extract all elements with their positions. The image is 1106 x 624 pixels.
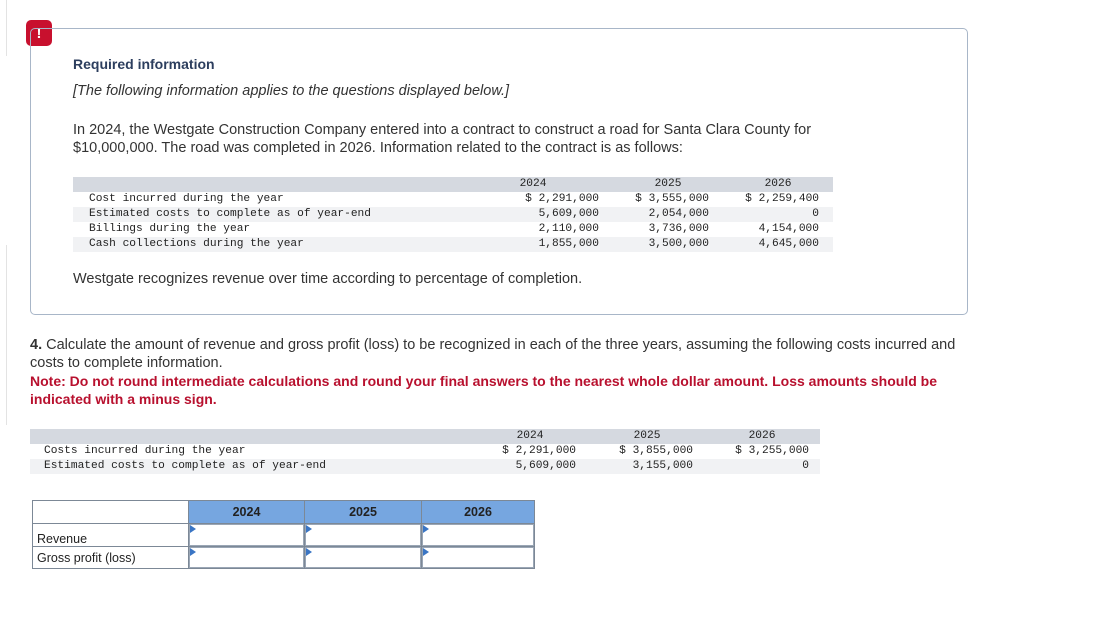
- row-label: Cash collections during the year: [89, 238, 304, 250]
- input-marker-icon: [306, 548, 312, 556]
- cell-value: 4,645,000: [758, 238, 819, 250]
- cell-value: $ 2,259,400: [745, 193, 819, 205]
- row-label: Cost incurred during the year: [89, 193, 284, 205]
- table-row: [73, 192, 833, 207]
- cell-value: $ 3,255,000: [735, 445, 809, 457]
- gross-profit-2024-input[interactable]: [189, 547, 304, 568]
- revenue-2025-cell: [305, 524, 422, 547]
- revenue-2026-input[interactable]: [422, 524, 534, 546]
- alert-icon: !: [26, 20, 52, 46]
- answer-year-header: 2024: [189, 501, 305, 524]
- answer-table: [32, 500, 535, 569]
- answer-corner-cell: [33, 501, 189, 524]
- revenue-2024-cell: [189, 524, 305, 547]
- cell-value: 2,054,000: [648, 208, 709, 220]
- question-text: [30, 336, 960, 372]
- answer-row-gross-profit: [33, 547, 535, 569]
- answer-header-row: [33, 501, 535, 524]
- gross-profit-2025-cell: [305, 547, 422, 569]
- table-row: [73, 207, 833, 222]
- table-row: [73, 237, 833, 252]
- answer-row-label: Gross profit (loss): [33, 547, 189, 569]
- required-info-panel: [30, 28, 968, 315]
- gross-profit-2025-input[interactable]: [305, 547, 421, 568]
- row-label: Estimated costs to complete as of year-end: [89, 208, 371, 220]
- cell-value: 1,855,000: [538, 238, 599, 250]
- cell-value: 0: [802, 460, 809, 472]
- year-header: 2025: [633, 430, 661, 442]
- input-marker-icon: [423, 548, 429, 556]
- question-body: Calculate the amount of revenue and gross profit (loss) to be recognized in each of the three years, assuming the following costs incurred and costs to complete information.: [30, 337, 956, 371]
- cell-value: 5,609,000: [515, 460, 576, 472]
- answer-row-label: Revenue: [33, 524, 189, 547]
- table-header-row: [30, 429, 820, 444]
- table-row: [30, 444, 820, 459]
- revenue-2026-cell: [422, 524, 535, 547]
- year-header: 2026: [748, 430, 776, 442]
- gross-profit-2026-cell: [422, 547, 535, 569]
- revenue-2025-input[interactable]: [305, 524, 421, 546]
- table-row: [73, 222, 833, 237]
- table-row: [30, 459, 820, 474]
- cell-value: $ 2,291,000: [525, 193, 599, 205]
- contract-info-table: [73, 177, 833, 253]
- cell-value: 0: [812, 208, 819, 220]
- revenue-2024-input[interactable]: [189, 524, 304, 546]
- required-info-title: Required information: [73, 56, 215, 72]
- gross-profit-2026-input[interactable]: [422, 547, 534, 568]
- cell-value: $ 2,291,000: [502, 445, 576, 457]
- recognition-method-text: Westgate recognizes revenue over time according to percentage of completion.: [73, 271, 583, 287]
- year-header: 2025: [654, 178, 682, 190]
- cell-value: $ 3,855,000: [619, 445, 693, 457]
- rounding-note: Note: Do not round intermediate calculations and round your final answers to the nearest whole dollar amount. Loss amounts should be indicated with a minus sign.: [30, 373, 937, 407]
- left-edge-divider: [0, 245, 7, 425]
- input-marker-icon: [306, 525, 312, 533]
- answer-year-header: 2026: [422, 501, 535, 524]
- cost-info-table: [30, 429, 820, 475]
- contract-intro-text: In 2024, the Westgate Construction Company entered into a contract to construct a road for Santa Clara County for $10,000,000. The road was completed in 2026. Information related to the contract is as follows:: [73, 122, 812, 156]
- cell-value: 4,154,000: [758, 223, 819, 235]
- left-edge-divider: [0, 0, 7, 56]
- year-header: 2026: [764, 178, 792, 190]
- row-label: Billings during the year: [89, 223, 251, 235]
- year-header: 2024: [519, 178, 547, 190]
- row-label: Estimated costs to complete as of year-end: [44, 460, 326, 472]
- row-label: Costs incurred during the year: [44, 445, 246, 457]
- answer-row-revenue: [33, 524, 535, 547]
- input-marker-icon: [423, 525, 429, 533]
- cell-value: 2,110,000: [538, 223, 599, 235]
- cell-value: 5,609,000: [538, 208, 599, 220]
- cell-value: 3,500,000: [648, 238, 709, 250]
- cell-value: 3,155,000: [632, 460, 693, 472]
- question-number: 4.: [30, 337, 43, 353]
- year-header: 2024: [516, 430, 544, 442]
- cell-value: 3,736,000: [648, 223, 709, 235]
- answer-year-header: 2025: [305, 501, 422, 524]
- cell-value: $ 3,555,000: [635, 193, 709, 205]
- required-info-subtitle: [The following information applies to the questions displayed below.]: [73, 83, 510, 99]
- table-header-row: [73, 177, 833, 192]
- input-marker-icon: [190, 548, 196, 556]
- gross-profit-2024-cell: [189, 547, 305, 569]
- input-marker-icon: [190, 525, 196, 533]
